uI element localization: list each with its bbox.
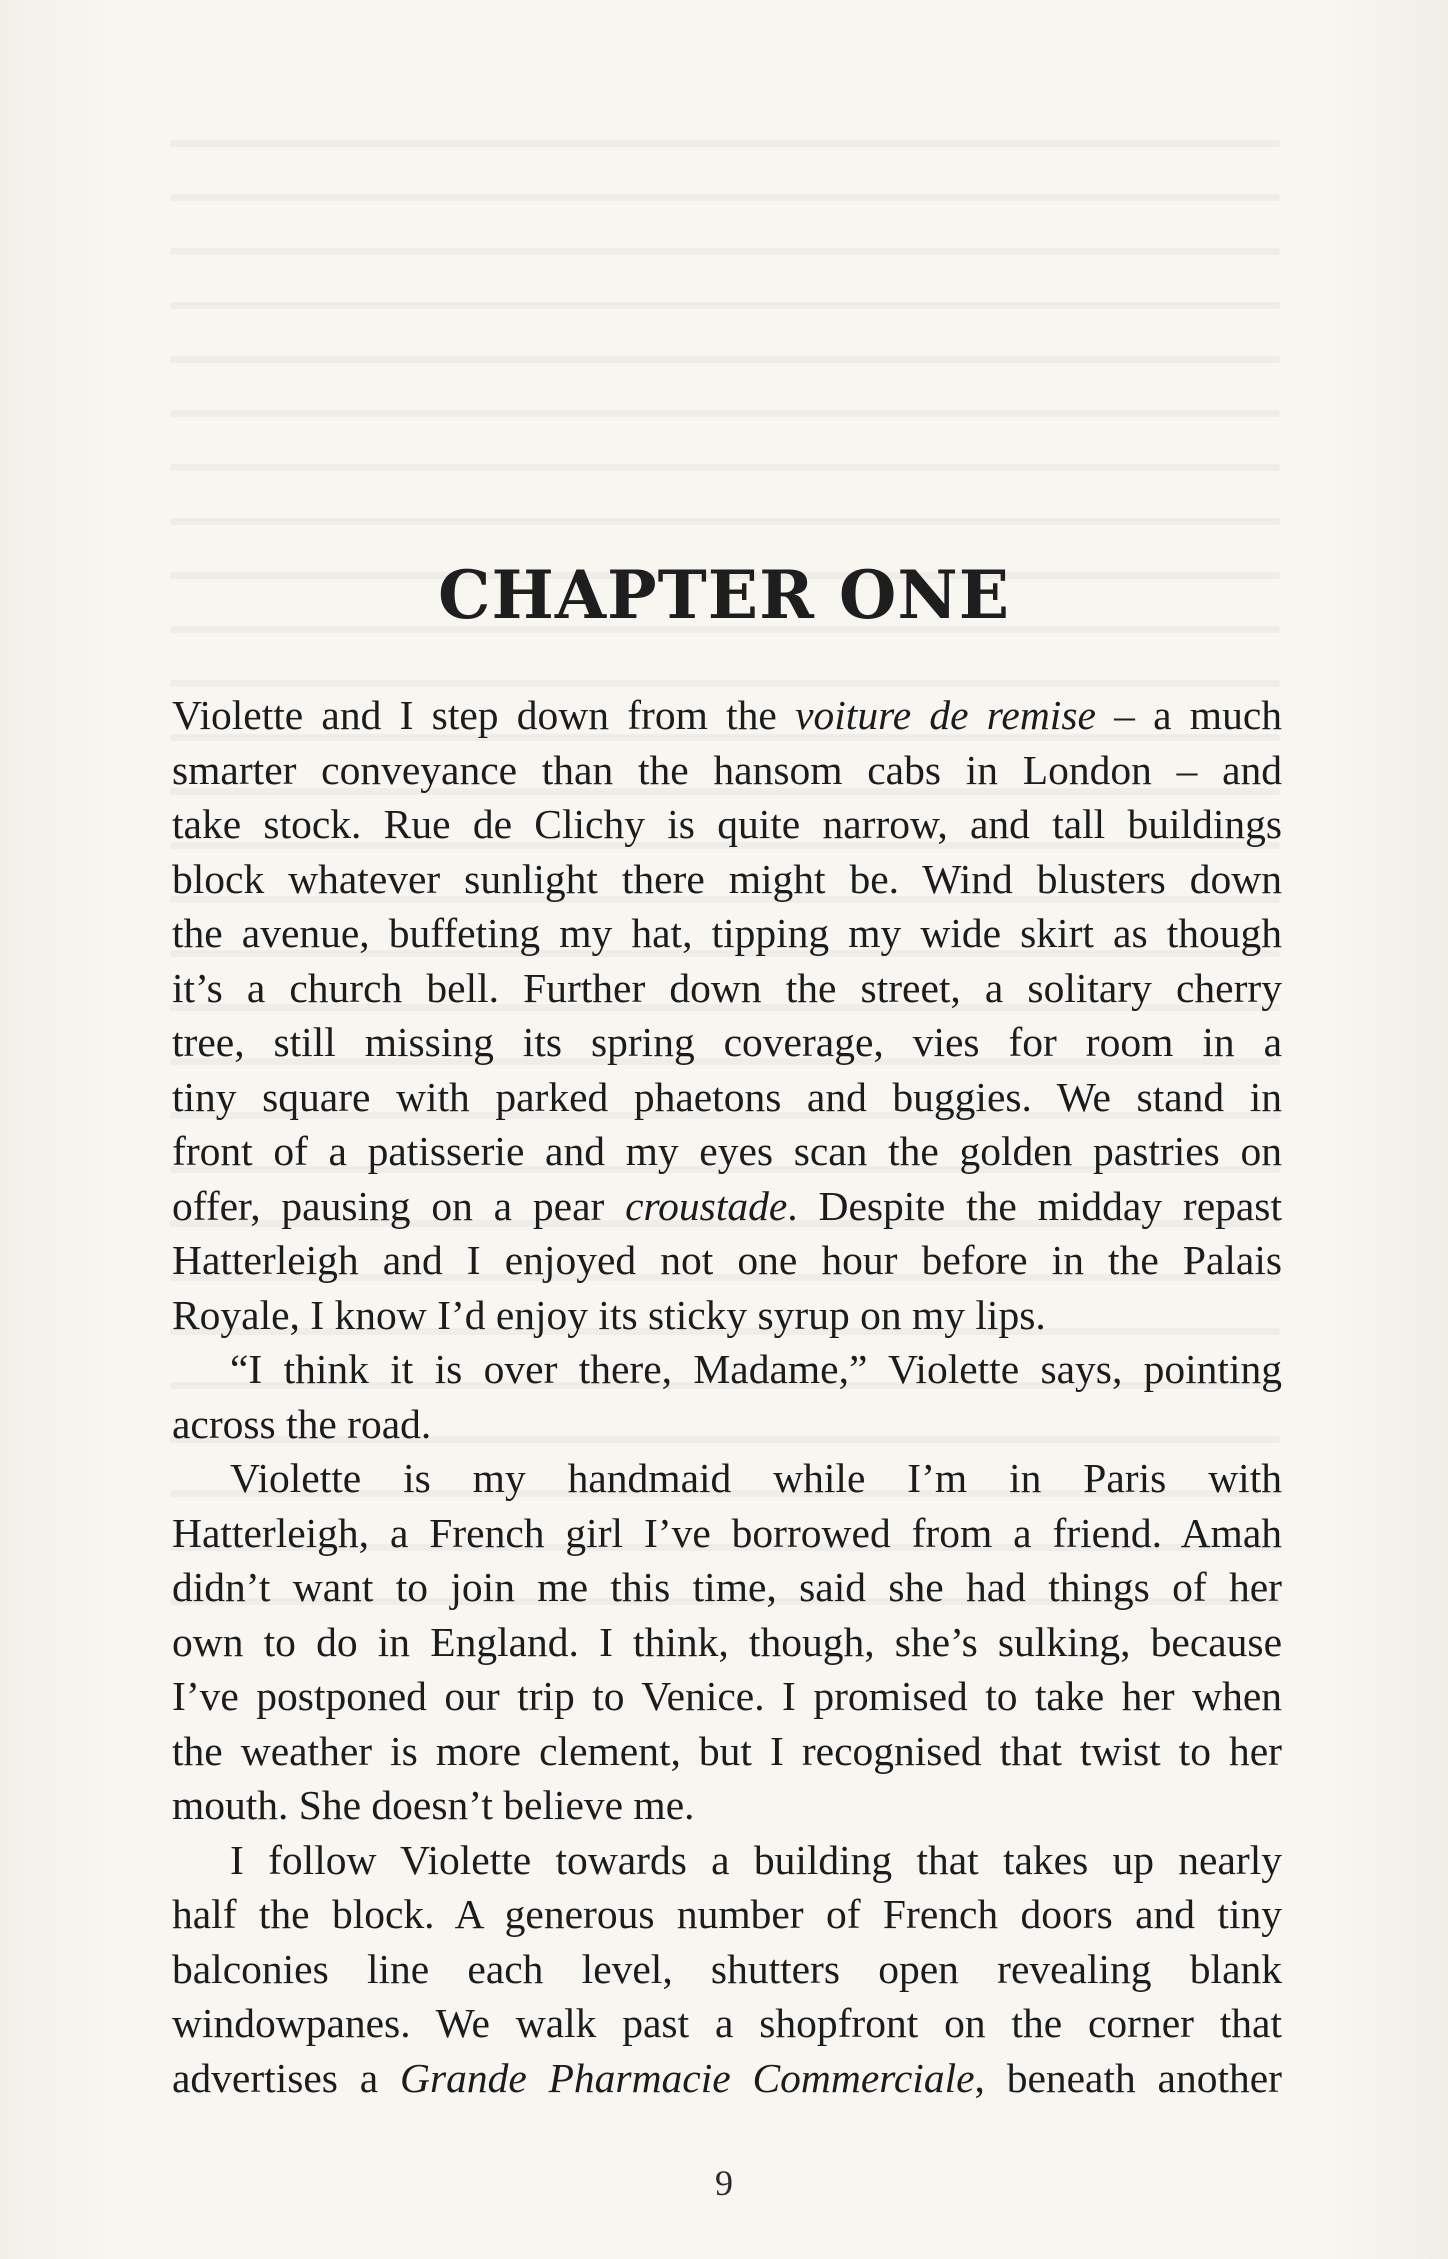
text-line — [172, 961, 1282, 1016]
text-run: Violette is my handmaid while I’m in Paris with — [230, 1455, 1282, 1501]
page-number: 9 — [715, 2163, 733, 2203]
text-run: Hatterleigh and I enjoyed not one hour before in the Palais — [172, 1237, 1282, 1283]
text-line — [172, 1288, 1282, 1343]
text-line — [172, 1397, 1282, 1452]
text-run: offer, pausing on a pear — [172, 1182, 626, 1229]
italic-text: Grande Pharmacie Commerciale — [399, 2054, 975, 2101]
text-run: tiny square with parked phaetons and buggies. We stand in — [172, 1073, 1282, 1120]
text-line — [172, 1615, 1282, 1670]
text-run: balconies line each level, shutters open revealing blank — [172, 1945, 1282, 1992]
text-line — [172, 2051, 1282, 2106]
text-line — [172, 797, 1282, 852]
text-run: windowpanes. We walk past a shopfront on the corner that — [172, 2000, 1282, 2046]
text-line — [172, 1887, 1282, 1942]
text-run: “I think it is over there, Madame,” Violette says, pointing — [230, 1346, 1282, 1392]
text-line — [172, 1342, 1282, 1397]
text-line — [172, 1942, 1282, 1997]
text-line — [172, 1070, 1282, 1125]
text-run: – a much — [1095, 692, 1283, 738]
text-run: Violette and I step down from the — [172, 692, 796, 738]
italic-text: croustade — [625, 1182, 788, 1229]
text-line — [172, 1233, 1282, 1288]
text-run: tree, still missing its spring coverage, vies for room in a — [172, 1019, 1282, 1065]
text-run: it’s a church bell. Further down the street, a solitary cherry — [172, 964, 1282, 1011]
text-line — [172, 1124, 1282, 1179]
text-line — [172, 1451, 1282, 1506]
text-run: advertises a — [172, 2054, 400, 2101]
text-run: Hatterleigh, a French girl I’ve borrowed from a friend. Amah — [172, 1509, 1282, 1556]
text-run: across the road. — [172, 1400, 432, 1447]
text-line — [172, 688, 1282, 743]
text-run: half the block. A generous number of French doors and tiny — [172, 1891, 1282, 1937]
text-run: block whatever sunlight there might be. Wind blusters down — [172, 855, 1282, 902]
text-line — [172, 1996, 1282, 2051]
text-line — [172, 1833, 1282, 1888]
text-line — [172, 1778, 1282, 1833]
text-run: mouth. She doesn’t believe me. — [172, 1782, 695, 1828]
text-run: . Despite the midday repast — [787, 1182, 1282, 1229]
text-run: Royale, I know I’d enjoy its sticky syrup on my lips. — [172, 1291, 1046, 1338]
text-run: own to do in England. I think, though, she’s sulking, because — [172, 1618, 1282, 1665]
text-line — [172, 743, 1282, 798]
text-run: I’ve postponed our trip to Venice. I promised to take her when — [172, 1673, 1282, 1719]
text-run: I follow Violette towards a building that takes up nearly — [230, 1836, 1282, 1883]
italic-text: voiture de remise — [795, 692, 1096, 738]
text-run: , beneath another — [974, 2054, 1282, 2101]
text-line — [172, 1015, 1282, 1070]
chapter-body — [172, 688, 1282, 2105]
text-run: the weather is more clement, but I recognised that twist to her — [172, 1727, 1282, 1774]
text-line — [172, 906, 1282, 961]
text-run: front of a patisserie and my eyes scan the golden pastries on — [172, 1128, 1282, 1174]
text-line — [172, 1724, 1282, 1779]
text-line — [172, 852, 1282, 907]
text-line — [172, 1669, 1282, 1724]
text-line — [172, 1506, 1282, 1561]
text-run: the avenue, buffeting my hat, tipping my wide skirt as though — [172, 910, 1282, 956]
text-run: didn’t want to join me this time, said she had things of her — [172, 1564, 1282, 1610]
text-line — [172, 1179, 1282, 1234]
text-run: take stock. Rue de Clichy is quite narrow, and tall buildings — [172, 801, 1282, 847]
text-line — [172, 1560, 1282, 1615]
chapter-title: CHAPTER ONE — [437, 556, 1011, 634]
text-run: smarter conveyance than the hansom cabs in London – and — [172, 746, 1282, 793]
